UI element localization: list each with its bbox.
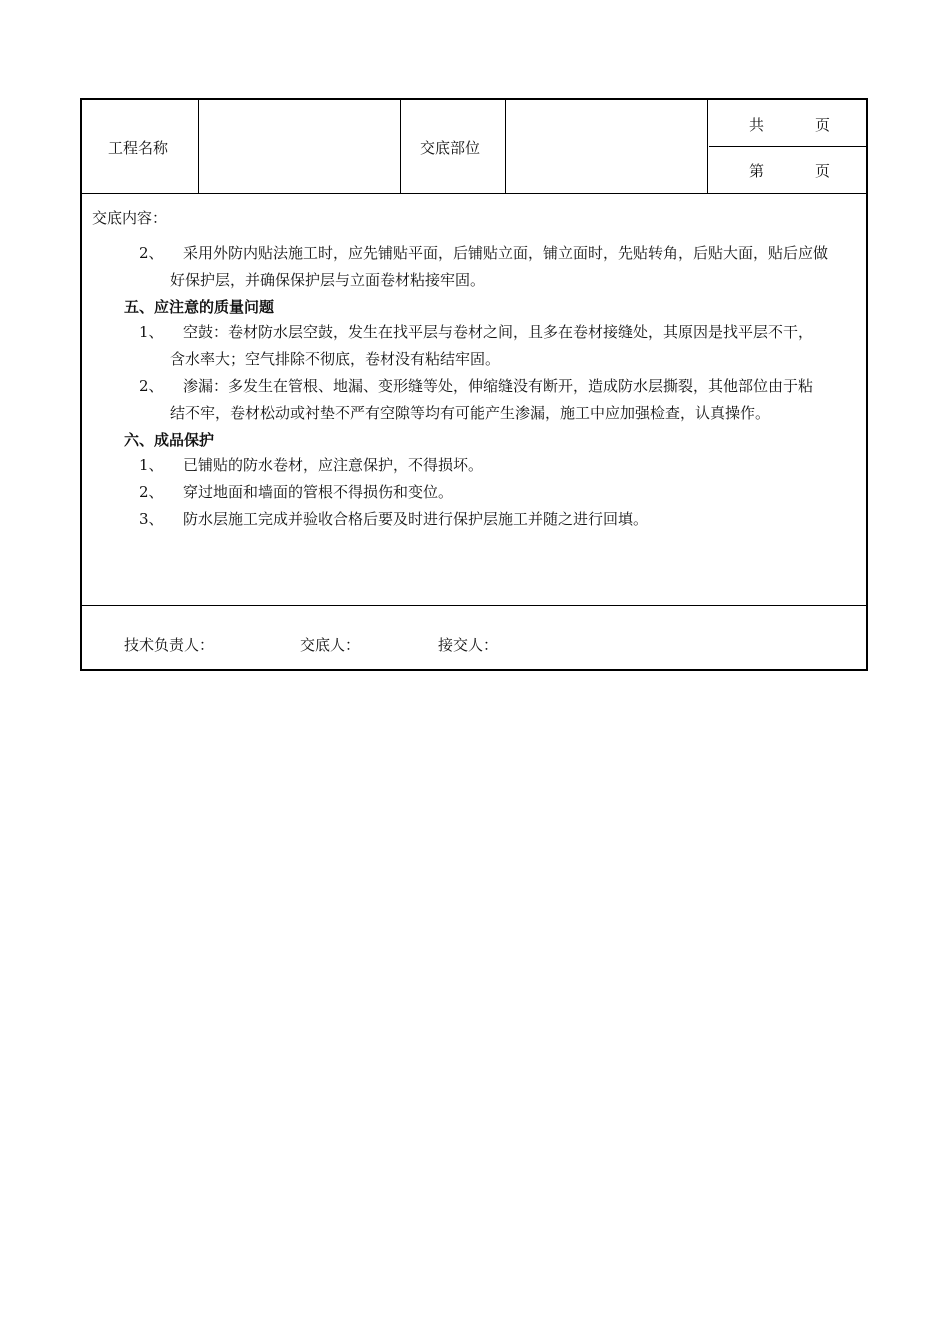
divider bbox=[198, 100, 199, 193]
total-pages-suffix: 页 bbox=[815, 116, 831, 134]
content-intro: 交底内容： bbox=[92, 209, 168, 227]
total-pages bbox=[709, 114, 868, 134]
list-item-text: 渗漏：多发生在管根、地漏、变形缝等处，伸缩缝没有断开，造成防水层撕裂，其他部位由于粘 bbox=[183, 377, 814, 395]
list-number: 2、 bbox=[139, 244, 164, 262]
list-number: 2、 bbox=[139, 377, 164, 395]
list-item-text: 已铺贴的防水卷材，应注意保护，不得损坏。 bbox=[183, 456, 484, 474]
list-item-text: 结不牢，卷材松动或衬垫不严有空隙等均有可能产生渗漏，施工中应加强检查，认真操作。 bbox=[170, 404, 771, 422]
list-item-text: 好保护层，并确保保护层与立面卷材粘接牢固。 bbox=[170, 271, 486, 289]
list-item-text: 含水率大；空气排除不彻底，卷材没有粘结牢固。 bbox=[170, 350, 501, 368]
list-item-text: 防水层施工完成并验收合格后要及时进行保护层施工并随之进行回填。 bbox=[183, 510, 649, 528]
disclosure-form bbox=[80, 98, 868, 671]
tech-lead-signature[interactable]: 技术负责人： bbox=[124, 636, 215, 654]
divider bbox=[709, 146, 868, 147]
divider bbox=[400, 100, 401, 193]
divider bbox=[707, 100, 708, 193]
current-page-suffix: 页 bbox=[815, 162, 831, 180]
form-header bbox=[82, 100, 868, 194]
project-name-label: 工程名称 bbox=[108, 139, 169, 157]
list-item-text: 采用外防内贴法施工时，应先铺贴平面，后铺贴立面，铺立面时，先贴转角，后贴大面，贴后应做 bbox=[183, 244, 829, 262]
list-number: 1、 bbox=[139, 456, 164, 474]
current-page bbox=[709, 160, 868, 180]
signature-row bbox=[82, 606, 868, 671]
section-heading: 五、应注意的质量问题 bbox=[124, 298, 275, 316]
section-heading: 六、成品保护 bbox=[124, 431, 215, 449]
discloser-signature[interactable]: 交底人： bbox=[300, 636, 361, 654]
list-item-text: 空鼓：卷材防水层空鼓，发生在找平层与卷材之间，且多在卷材接缝处，其原因是找平层不干， bbox=[183, 323, 814, 341]
current-page-prefix: 第 bbox=[749, 162, 765, 180]
total-pages-prefix: 共 bbox=[749, 116, 765, 134]
list-number: 1、 bbox=[139, 323, 164, 341]
list-number: 3、 bbox=[139, 510, 164, 528]
list-item-text: 穿过地面和墙面的管根不得损伤和变位。 bbox=[183, 483, 454, 501]
disclosure-content bbox=[82, 193, 868, 606]
list-number: 2、 bbox=[139, 483, 164, 501]
disclosure-part-label: 交底部位 bbox=[420, 139, 481, 157]
receiver-signature[interactable]: 接交人： bbox=[438, 636, 499, 654]
divider bbox=[505, 100, 506, 193]
